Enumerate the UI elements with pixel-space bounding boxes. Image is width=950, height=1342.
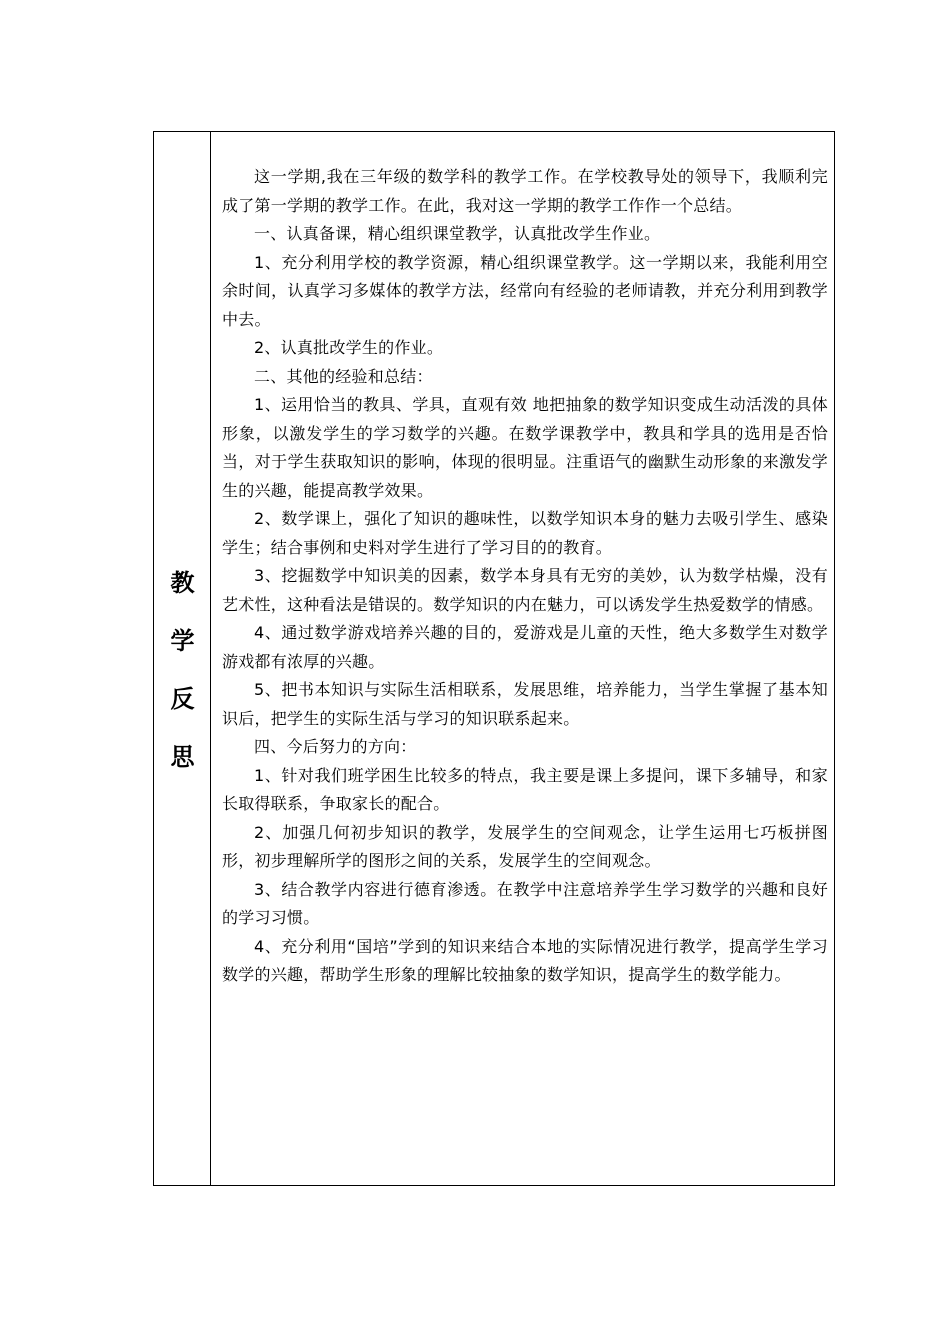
paragraph: 1、充分利用学校的教学资源，精心组织课堂教学。这一学期以来，我能利用空余时间，认真学习多媒体的教学方法，经常向有经验的老师请教，并充分利用到教学中去。	[222, 252, 828, 329]
paragraph: 1、针对我们班学困生比较多的特点，我主要是课上多提问，课下多辅导，和家长取得联系，争取家长的配合。	[222, 765, 828, 813]
paragraph: 5、把书本知识与实际生活相联系，发展思维，培养能力，当学生掌握了基本知识后，把学生的实际生活与学习的知识联系起来。	[222, 680, 828, 728]
paragraph: 二、其他的经验和总结：	[254, 366, 433, 386]
reflection-table	[153, 131, 835, 1186]
section-label-char: 学	[170, 627, 195, 655]
paragraph: 3、结合教学内容进行德育渗透。在教学中注意培养学生学习数学的兴趣和良好的学习习惯。	[222, 879, 828, 927]
paragraph: 2、加强几何初步知识的教学，发展学生的空间观念，让学生运用七巧板拼图形，初步理解所学的图形之间的关系，发展学生的空间观念。	[222, 822, 828, 870]
paragraph: 这一学期,我在三年级的数学科的教学工作。在学校教导处的领导下，我顺利完成了第一学期的教学工作。在此，我对这一学期的教学工作作一个总结。	[222, 167, 828, 215]
paragraph: 4、充分利用“国培”学到的知识来结合本地的实际情况进行教学，提高学生学习数学的兴趣，帮助学生形象的理解比较抽象的数学知识，提高学生的数学能力。	[222, 936, 828, 984]
paragraph: 一、认真备课，精心组织课堂教学，认真批改学生作业。	[254, 224, 661, 243]
reflection-content-cell	[212, 132, 834, 1185]
paragraph: 2、数学课上，强化了知识的趣味性，以数学知识本身的魅力去吸引学生、感染学生；结合事例和史料对学生进行了学习目的的教育。	[222, 509, 828, 557]
section-label-cell	[154, 132, 211, 1185]
section-label	[154, 554, 211, 786]
section-label-char: 反	[170, 685, 195, 713]
paragraph: 2、认真批改学生的作业。	[254, 338, 444, 357]
section-label-char: 思	[170, 743, 195, 771]
paragraph: 4、通过数学游戏培养兴趣的目的，爱游戏是儿童的天性，绝大多数学生对数学游戏都有浓厚的兴趣。	[222, 623, 828, 671]
section-label-char: 教	[170, 569, 195, 597]
paragraph: 1、运用恰当的教具、学具，直观有效 地把抽象的数学知识变成生动活泼的具体形象，以激发学生的学习数学的兴趣。在数学课教学中，教具和学具的选用是否恰当，对于学生获取知识的影响，体现的很明显。注重语气的幽默生动形象的来激发学生的兴趣，能提高教学效果。	[222, 395, 828, 500]
reflection-body	[222, 163, 828, 990]
paragraph: 四、今后努力的方向：	[254, 737, 417, 756]
paragraph: 3、挖掘数学中知识美的因素，数学本身具有无穷的美妙，认为数学枯燥，没有艺术性，这种看法是错误的。数学知识的内在魅力，可以诱发学生热爱数学的情感。	[222, 566, 828, 614]
